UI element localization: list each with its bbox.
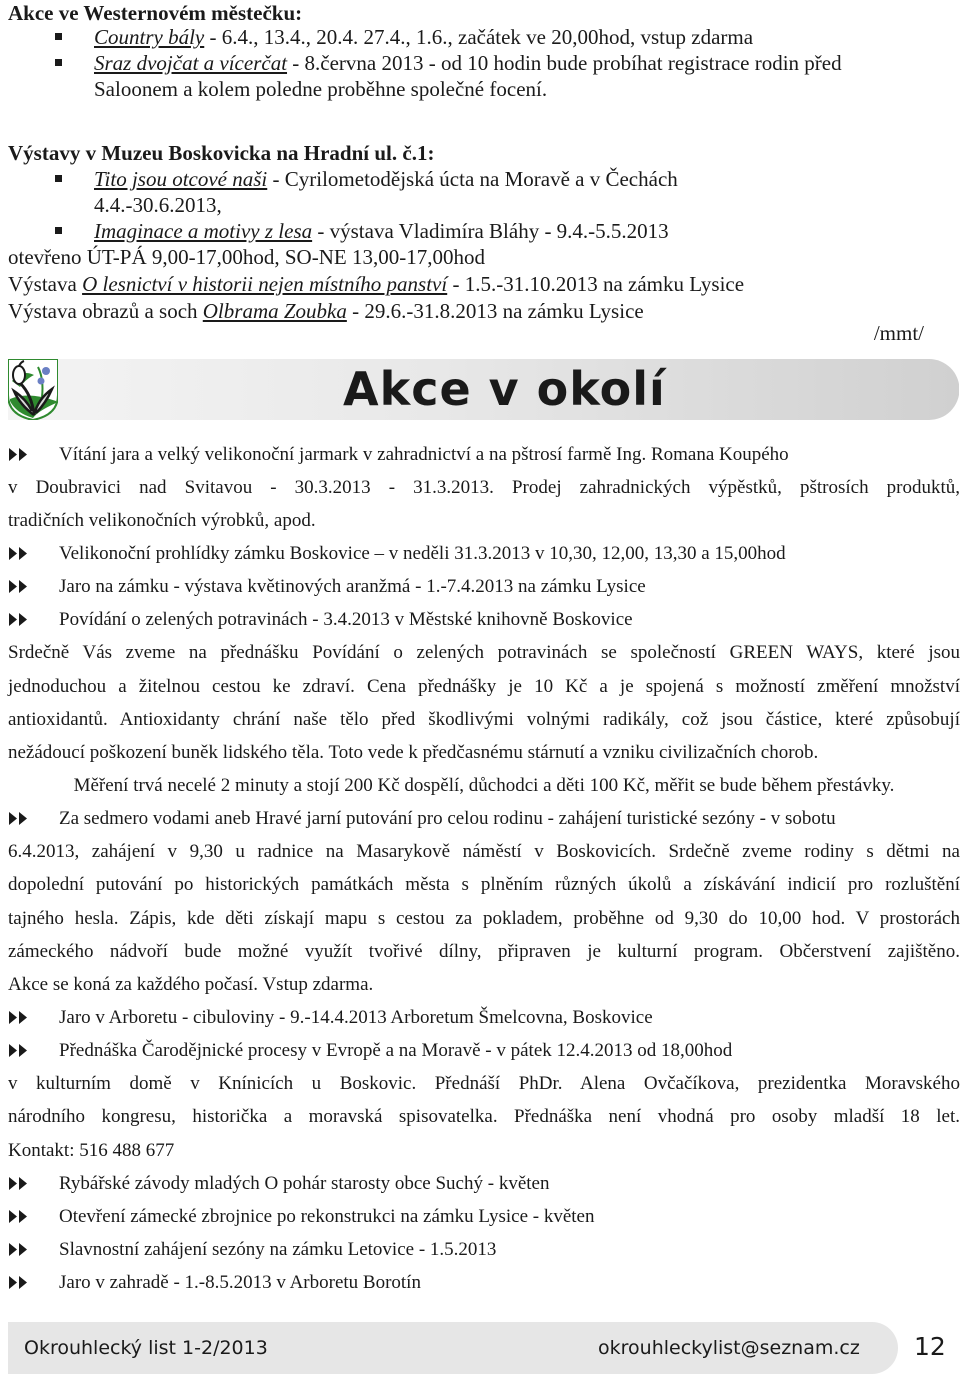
paragraph-line: dopolední putování po historických památkách města s plněním různých úkolů a získávání indicií pro rozluštění	[8, 874, 960, 896]
paragraph-line: 6.4.2013, zahájení v 9,30 u radnice na Masarykově náměstí v Boskovicích. Srdečně zveme rodiny s dětmi na	[8, 841, 960, 863]
square-bullet-icon	[55, 59, 62, 66]
event-zbrojnice	[8, 1200, 960, 1233]
link-imaginace[interactable]: Imaginace a motivy z lesa	[94, 219, 313, 243]
contact-phone	[8, 1134, 960, 1167]
bullet-text: - Cyrilometodějská úcta na Moravě a v Čechách	[267, 167, 678, 191]
paragraph-green-ways	[8, 636, 960, 669]
paragraph-line: tradičních velikonočních výrobků, apod.	[8, 510, 316, 532]
page-number: 12	[914, 1332, 946, 1361]
contact-email[interactable]: okrouhleckylist@seznam.cz	[598, 1337, 860, 1359]
double-arrow-icon	[8, 537, 34, 570]
event-jaro-v-zahrade	[8, 1266, 960, 1299]
double-arrow-icon	[8, 802, 34, 835]
paragraph-line: Akce se koná za každého počasí. Vstup zdarma.	[8, 974, 374, 996]
bullet-imaginace	[8, 218, 953, 244]
double-arrow-icon	[8, 1200, 34, 1233]
paragraph-putovani	[8, 935, 960, 968]
event-prohlidky-boskovice	[8, 537, 960, 570]
measurement-price: Měření trvá necelé 2 minuty a stojí 200 Kč dospělí, důchodci a děti 100 Kč, měřit se bude během přestávky.	[73, 775, 895, 797]
snowdrop-icon	[8, 359, 58, 417]
square-bullet-icon	[55, 227, 62, 234]
bullet-text: - výstava Vladimíra Bláhy - 9.4.-5.5.2013	[312, 219, 669, 243]
westernove-heading: Akce ve Westernovém městečku:	[8, 1, 303, 25]
bullet-continuation: 4.4.-30.6.2013,	[94, 193, 222, 217]
event-text: Povídání o zelených potravinách - 3.4.2013 v Městské knihovně Boskovice	[59, 609, 633, 631]
event-text: Vítání jara a velký velikonoční jarmark v zahradnictví a na pštrosí farmě Ing. Romana Koupého	[59, 444, 789, 465]
double-arrow-icon	[8, 1001, 34, 1034]
paragraph-putovani	[8, 968, 960, 1001]
paragraph-line: národního kongresu, historička a moravská spisovatelka. Přednáška není vhodná pro osoby mladší 18 let.	[8, 1106, 960, 1128]
link-zoubek[interactable]: Olbrama Zoubka	[202, 299, 347, 323]
paragraph-putovani	[8, 835, 960, 868]
exhibit-lesnictvi	[8, 271, 953, 298]
section-banner	[8, 359, 959, 420]
page-footer	[0, 1322, 960, 1374]
paragraph-prednaska	[8, 1067, 960, 1100]
paragraph-putovani	[8, 902, 960, 935]
banner-title: Akce v okolí	[343, 362, 666, 416]
event-jaro-arboretum	[8, 1001, 960, 1034]
double-arrow-icon	[8, 1233, 34, 1266]
double-arrow-icon	[8, 603, 34, 636]
event-rybarske-zavody	[8, 1167, 960, 1200]
exhibit-suffix: - 29.6.-31.8.2013 na zámku Lysice	[346, 299, 644, 323]
paragraph-line: Kontakt: 516 488 677	[8, 1139, 175, 1161]
paragraph-line: v kulturním domě v Knínicích u Boskovic. Přednáší PhDr. Alena Ovčačíkova, prezidentka Moravského	[8, 1073, 960, 1095]
event-sedmero-vodami	[8, 802, 960, 835]
bullet-text: - 8.června 2013 - od 10 hodin bude probíhat registrace rodin před	[287, 51, 842, 75]
exhibit-zoubek	[8, 298, 953, 325]
paragraph-line: Srdečně Vás zveme na přednášku Povídání o zelených potravinách se společností GREEN WAYS, které jsou	[8, 642, 960, 664]
square-bullet-icon	[55, 33, 62, 40]
issue-label: Okrouhlecký list 1-2/2013	[24, 1337, 268, 1359]
link-country-baly[interactable]: Country bály	[94, 25, 205, 49]
bullet-country-baly	[8, 24, 953, 50]
paragraph-line: tajného hesla. Zápis, kde děti získají mapu s cestou za pokladem, proběhne od 9,30 do 10,00 hod. V prostorách	[8, 907, 960, 929]
paragraph-putovani	[8, 868, 960, 901]
event-text: Slavnostní zahájení sezóny na zámku Letovice - 1.5.2013	[59, 1238, 497, 1260]
events-list	[8, 438, 960, 1299]
double-arrow-icon	[8, 1266, 34, 1299]
exhibit-prefix: Výstava	[8, 272, 83, 296]
double-arrow-icon	[8, 438, 34, 471]
event-vitani-jara	[8, 438, 960, 471]
event-text: Rybářské závody mladých O pohár starosty obce Suchý - květen	[59, 1172, 550, 1194]
link-lesnictvi[interactable]: O lesnictví v historii nejen místního panství	[82, 272, 448, 296]
top-section	[8, 0, 953, 325]
paragraph-line: antioxidantů. Antioxidanty chrání naše tělo před škodlivými volnými radikály, což jsou částice, které způsobují	[8, 708, 960, 730]
author-signature: /mmt/	[873, 321, 924, 345]
paragraph-green-ways	[8, 703, 960, 736]
event-jaro-na-zamku	[8, 570, 960, 603]
event-text: Otevření zámecké zbrojnice po rekonstrukci na zámku Lysice - květen	[59, 1205, 595, 1227]
paragraph-green-ways	[8, 736, 960, 769]
event-text: Velikonoční prohlídky zámku Boskovice – v neděli 31.3.2013 v 10,30, 12,00, 13,30 a 15,00hod	[59, 543, 786, 565]
event-text: Jaro v zahradě - 1.-8.5.2013 v Arboretu Borotín	[59, 1271, 421, 1293]
exhibit-prefix: Výstava obrazů a soch	[8, 299, 203, 323]
paragraph-line: zámeckého nádvoří bude možné využít tvořivé dílny, připraven je kulturní program. Občerstvení zajištěno.	[8, 940, 960, 962]
double-arrow-icon	[8, 1167, 34, 1200]
event-text: Jaro v Arboretu - cibuloviny - 9.-14.4.2013 Arboretum Šmelcovna, Boskovice	[59, 1007, 653, 1029]
link-tito-jsou[interactable]: Tito jsou otcové naši	[94, 167, 268, 191]
event-text: Přednáška Čarodějnické procesy v Evropě a na Moravě - v pátek 12.4.2013 od 18,00hod	[59, 1040, 733, 1062]
link-sraz-dvojcat[interactable]: Sraz dvojčat a vícerčat	[94, 51, 288, 75]
paragraph-line: v Doubravici nad Svitavou - 30.3.2013 - 31.3.2013. Prodej zahradnických výpěstků, pštrosích produktů,	[8, 477, 960, 498]
bullet-continuation: Saloonem a kolem poledne proběhne společné focení.	[94, 77, 548, 101]
paragraph-green-ways	[8, 670, 960, 703]
square-bullet-icon	[55, 175, 62, 182]
event-text: Jaro na zámku - výstava květinových aranžmá - 1.-7.4.2013 na zámku Lysice	[59, 576, 646, 598]
bullet-text: - 6.4., 13.4., 20.4. 27.4., 1.6., začátek ve 20,00hod, vstup zdarma	[204, 25, 754, 49]
paragraph-line: jednoduchou a žitelnou cestou ke zdraví. Cena přednášky je 10 Kč a je spojená s možností změření množství	[8, 675, 960, 697]
double-arrow-icon	[8, 570, 34, 603]
paragraph-doubravice	[8, 471, 960, 504]
bullet-sraz-dvojcat	[8, 50, 953, 102]
open-hours: otevřeno ÚT-PÁ 9,00-17,00hod, SO-NE 13,00-17,00hod	[8, 245, 485, 269]
bullet-tito-jsou	[8, 166, 953, 218]
paragraph-prednaska	[8, 1100, 960, 1133]
event-povidani	[8, 603, 960, 636]
paragraph-doubravice-end	[8, 504, 960, 537]
event-text: Za sedmero vodami aneb Hravé jarní putování pro celou rodinu - zahájení turistické sezóny - v sobotu	[59, 808, 836, 830]
double-arrow-icon	[8, 1034, 34, 1067]
event-carodejnicke-procesy	[8, 1034, 960, 1067]
exhibit-suffix: - 1.5.-31.10.2013 na zámku Lysice	[447, 272, 745, 296]
paragraph-line: nežádoucí poškození buněk lidského těla. Toto vede k předčasnému stárnutí a vzniku civilizačních chorob.	[8, 742, 819, 764]
event-letovice	[8, 1233, 960, 1266]
muzeum-heading: Výstavy v Muzeu Boskovicka na Hradní ul. č.1:	[8, 141, 435, 165]
